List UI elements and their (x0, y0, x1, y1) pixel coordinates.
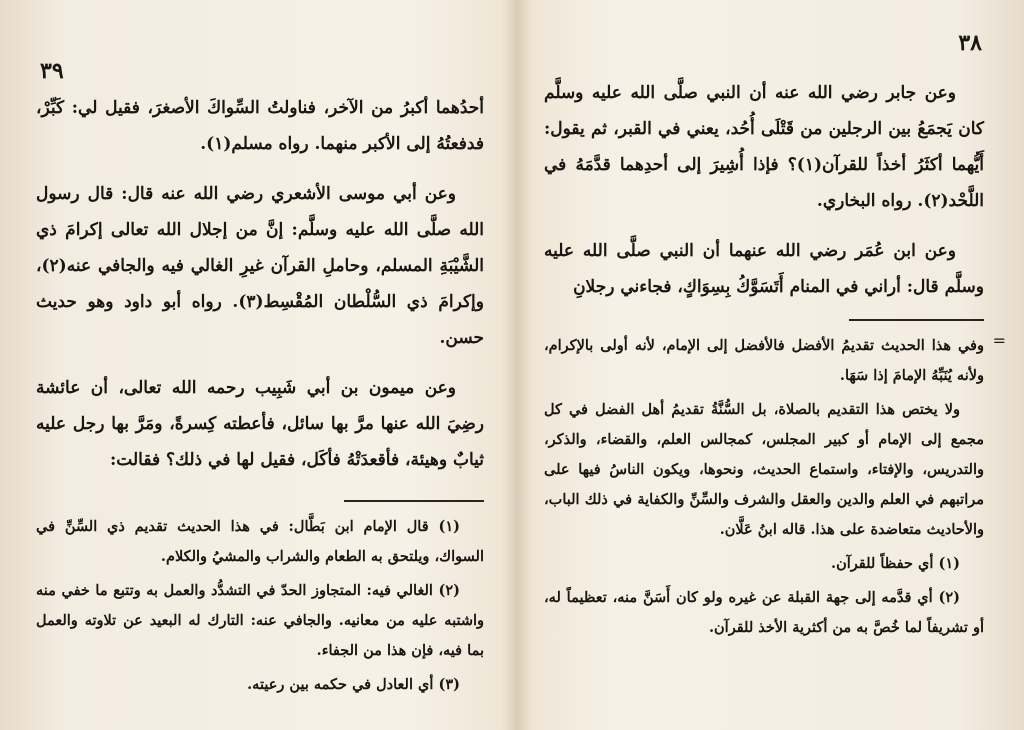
footnote-divider (849, 319, 984, 321)
body-paragraph: وعن ميمون بن أبي شَبِيب رحمه الله تعالى، أن عائشة رضِيَ الله عنها مرَّ بها سائل، فأعطته كِسرةً، ومَرَّ بها رجل عليه ثيابٌ وهيئة، فأقعدَتْهُ فأكَل، فقيل لها في ذلك؟ فقالت: (36, 378, 484, 470)
body-paragraph: وعن أبي موسى الأشعري رضي الله عنه قال: قال رسول الله صلَّى الله عليه وسلَّم: إنَّ من إجلال الله تعالى إكرامَ ذي الشَّيْبَةِ المسلم، وحاملِ القرآن غيرِ الغالي فيه والجافي عنه(٢)، وإكرامَ ذي السُّلْطان المُقْسِط(٣). رواه أبو داود وهو حديث حسن. (36, 184, 484, 348)
footnote: (٢) الغالي فيه: المتجاوز الحدّ في التشدُّد والعمل به وتتبع ما خفي منه واشتبه عليه من معانيه. والجافي عنه: التارك له البعيد عن تلاوته والعمل بما فيه، فإن هذا من الجفاء. (36, 582, 484, 659)
footnote: ولا يختص هذا التقديم بالصلاة، بل السُّنَّةُ تقديمُ أهل الفضل في كل مجمع إلى الإمام أو كبير المجلس، كمجالس العلم، والقضاء، والذكر، والتدريس، والإفتاء، واستماع الحديث، ونحوها، ويكون الناسُ فيها على مراتبهم في العلم والدين والعقل والشرف والسِّنِّ والكفاية في ذلك الباب، والأحاديث متعاضدة على هذا. قاله ابنُ عَلَّان. (544, 401, 984, 538)
right-page (512, 0, 1024, 730)
footnote: (١) أي حفظاً للقرآن. (831, 555, 960, 572)
continuation-marker: = (992, 331, 1006, 350)
footnote: (١) قال الإمام ابن بَطَّال: في هذا الحديث تقديم ذي السِّنِّ في السواك، ويلتحق به الطعام والشراب والمشيُ والكلام. (36, 518, 484, 565)
footnote: (٣) أي العادل في حكمه بين رعيته. (247, 676, 460, 693)
footnote: وفي هذا الحديث تقديمُ الأفضل فالأفضل إلى الإمام، لأنه أولى بالإكرام، ولأنه يُنَبِّهُ الإمامَ إذا سَهَا. (544, 337, 984, 384)
page-number: ٣٨ (958, 30, 982, 56)
body-paragraph: وعن جابر رضي الله عنه أن النبي صلَّى الله عليه وسلَّم كان يَجمَعُ بين الرجلين من قَتْلَى أُحُد، يعني في القبر، ثم يقول: أَيُّهما أكثَرُ أخذاً للقرآن(١)؟ فإذا أُشِيرَ إلى أحدِهما قدَّمَهُ في اللَّحْد(٢). رواه البخاري. (544, 83, 985, 211)
page-number: ٣٩ (40, 58, 64, 84)
body-paragraph: وعن ابن عُمَر رضي الله عنهما أن النبي صلَّى الله عليه وسلَّم قال: أراني في المنام أَتَسَوَّكُ بِسِوَاكٍ، فجاءني رجلانِ (544, 241, 984, 297)
body-paragraph: أحدُهما أكبرُ من الآخر، فناولتُ السِّواكَ الأصغرَ، فقيل لي: كَبِّرْ، فدفعتُهُ إلى الأكبر منهما. رواه مسلم(١). (36, 98, 484, 154)
footnote-divider (344, 500, 484, 502)
footnote: (٢) أي قدَّمه إلى جهة القبلة عن غيره ولو كان أَسَنَّ منه، تعظيماً له، أو تشريفاً لما خُصَّ به من أكثرية الأخذ للقرآن. (544, 589, 984, 636)
